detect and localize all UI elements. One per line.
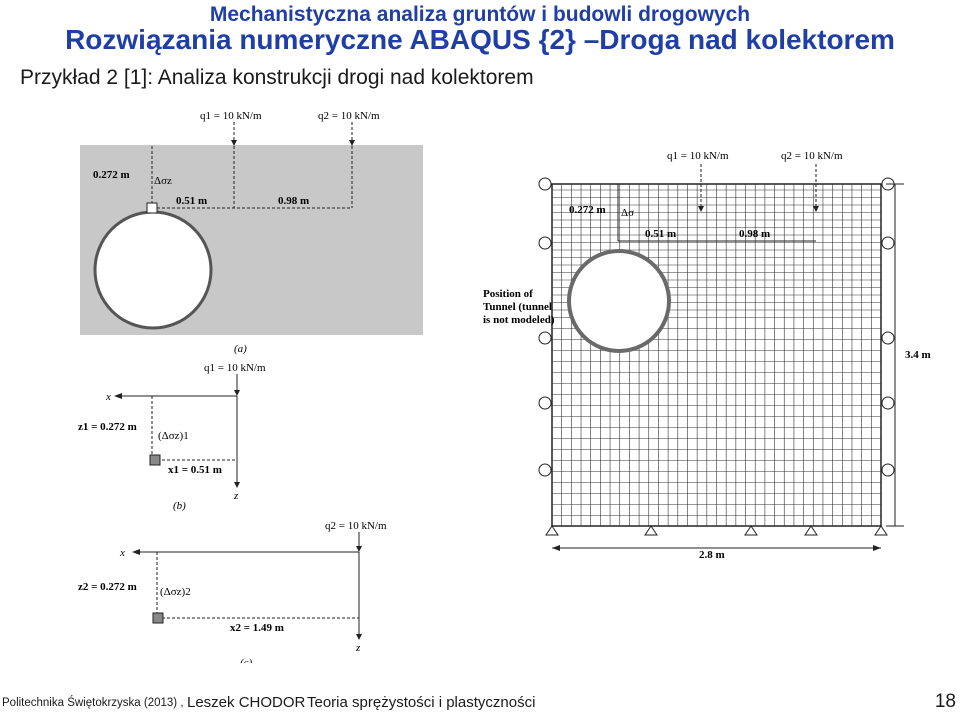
dim-x2-label-a: 0.98 m xyxy=(278,195,310,207)
slide-heading: Przykład 2 [1]: Analiza konstrukcji drogi nad kolektorem xyxy=(20,66,534,89)
stress-point-a xyxy=(147,203,157,213)
slide-title: Mechanistyczna analiza gruntów i budowli drogowych xyxy=(209,3,751,26)
dim-x1-label: 0.51 m xyxy=(645,228,677,240)
load-q1-label: q1 = 10 kN/m xyxy=(667,150,729,162)
tunnel-note-line3: is not modeled) xyxy=(483,314,555,326)
width-label: 2.8 m xyxy=(699,549,725,561)
caption-b: (b) xyxy=(173,500,186,512)
tunnel-note-line1: Position of xyxy=(483,288,533,300)
roller-support-left xyxy=(539,237,551,249)
axis-z-label-b: z xyxy=(234,490,239,502)
dim-x2-label-c: x2 = 1.49 m xyxy=(230,622,284,634)
caption-c: (c) xyxy=(240,657,253,663)
axis-x-label-c: x xyxy=(120,547,125,559)
footer xyxy=(0,693,960,715)
axis-z-label-c: z xyxy=(356,642,361,654)
stress-point-b xyxy=(150,455,160,465)
stress-point-c xyxy=(153,613,163,623)
roller-support-left xyxy=(539,332,551,344)
roller-support-right xyxy=(882,464,894,476)
load-q2-label: q2 = 10 kN/m xyxy=(781,150,843,162)
figure-right-background xyxy=(481,138,945,562)
roller-support-right xyxy=(882,332,894,344)
stress-label-a: Δσz xyxy=(154,175,172,187)
depth-label-a: 0.272 m xyxy=(93,169,130,181)
stress-label-c: (Δσz)2 xyxy=(160,586,191,598)
depth-label: 0.272 m xyxy=(569,204,606,216)
caption-a: (a) xyxy=(234,343,247,355)
figure-left xyxy=(40,98,453,663)
roller-support-left xyxy=(539,178,551,190)
footer-author: Leszek CHODOR xyxy=(187,694,306,711)
page-number: 18 xyxy=(934,691,956,712)
height-label: 3.4 m xyxy=(905,349,931,361)
roller-support-left xyxy=(539,464,551,476)
tunnel-note-line2: Tunnel (tunnel xyxy=(483,301,552,313)
axis-x-label-b: x xyxy=(106,391,111,403)
dim-x1-label-b: x1 = 0.51 m xyxy=(168,464,222,476)
load-q2-label-a: q2 = 10 kN/m xyxy=(318,110,380,122)
roller-support-left xyxy=(539,397,551,409)
stress-label-b: (Δσz)1 xyxy=(158,430,189,442)
load-q2-label-c: q2 = 10 kN/m xyxy=(325,520,387,532)
footer-course: Teoria sprężystości i plastyczności xyxy=(307,694,536,711)
stress-label: Δσ xyxy=(621,207,635,219)
roller-support-right xyxy=(882,397,894,409)
slide-subtitle: Rozwiązania numeryczne ABAQUS {2} –Droga nad kolektorem xyxy=(65,24,895,55)
depth-label-b: z1 = 0.272 m xyxy=(78,421,137,433)
roller-support-right xyxy=(882,237,894,249)
load-q1-label-a: q1 = 10 kN/m xyxy=(200,110,262,122)
tunnel-circle-mesh xyxy=(569,251,669,351)
dim-x1-label-a: 0.51 m xyxy=(176,195,208,207)
footer-institution: Politechnika Świętokrzyska (2013) , xyxy=(2,697,184,709)
depth-label-c: z2 = 0.272 m xyxy=(78,581,137,593)
load-q1-label-b: q1 = 10 kN/m xyxy=(204,362,266,374)
dim-x2-label: 0.98 m xyxy=(739,228,771,240)
figure-right xyxy=(481,138,945,562)
tunnel-circle-a xyxy=(95,212,211,328)
